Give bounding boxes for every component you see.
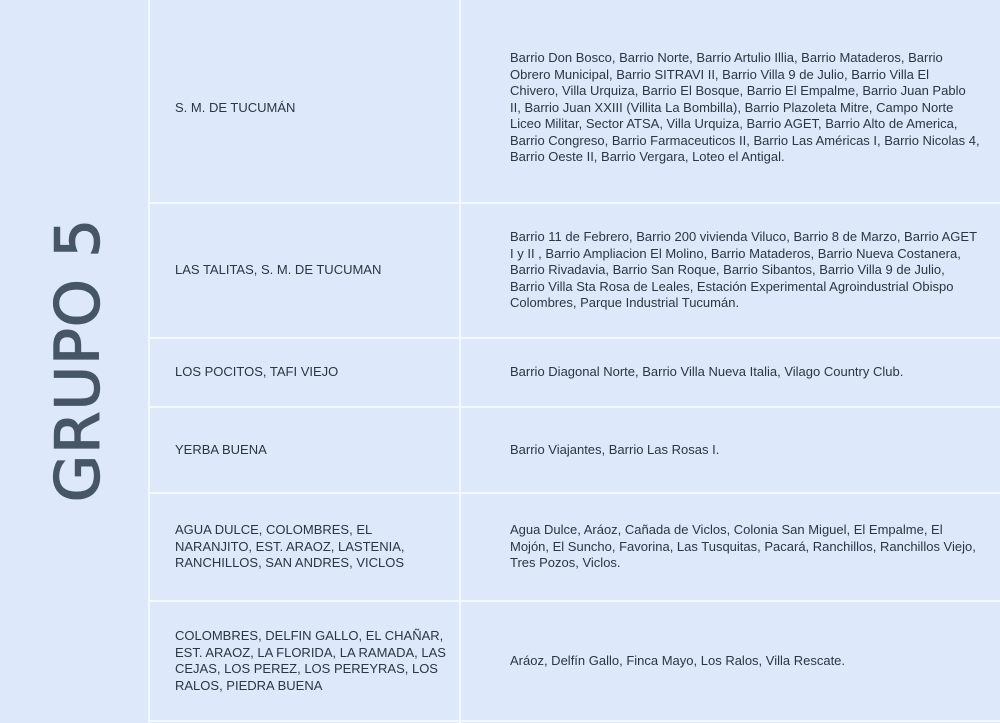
locality-cell <box>175 339 455 406</box>
barrios-cell <box>510 204 980 337</box>
barrios-text: Barrio Diagonal Norte, Barrio Villa Nueva Italia, Vilago Country Club. <box>510 364 904 380</box>
locality-text: LOS POCITOS, TAFI VIEJO <box>175 364 339 380</box>
column-divider-group <box>148 0 150 723</box>
locality-text: AGUA DULCE, COLOMBRES, EL NARANJITO, EST. ARAOZ, LASTENIA, RANCHILLOS, SAN ANDRES, VICLOS <box>175 522 405 571</box>
table-row <box>151 602 1000 720</box>
locality-cell <box>175 494 425 600</box>
row-divider <box>149 720 1000 722</box>
table-row <box>151 408 1000 492</box>
barrios-text: Agua Dulce, Aráoz, Cañada de Viclos, Colonia San Miguel, El Empalme, El Mojón, El Suncho, Favorina, Las Tusquitas, Pacará, Ranchillos, Ranchillos Viejo, Tres Pozos, Viclos. <box>510 522 976 571</box>
barrios-cell <box>510 339 980 406</box>
table-row <box>151 339 1000 406</box>
locality-cell <box>175 0 455 202</box>
barrios-cell <box>510 0 980 202</box>
table-row <box>151 204 1000 337</box>
locality-text: YERBA BUENA <box>175 441 267 457</box>
locality-cell <box>175 204 455 337</box>
barrios-text: Aráoz, Delfín Gallo, Finca Mayo, Los Ralos, Villa Rescate. <box>510 652 846 668</box>
locality-text: S. M. DE TUCUMÁN <box>175 99 296 115</box>
locality-text: LAS TALITAS, S. M. DE TUCUMAN <box>175 262 382 278</box>
table-row <box>151 0 1000 202</box>
locality-cell <box>175 602 455 720</box>
group-title: GRUPO 5 <box>42 217 114 503</box>
barrios-cell <box>510 602 980 720</box>
locality-text: COLOMBRES, DELFIN GALLO, EL CHAÑAR, EST. ARAOZ, LA FLORIDA, LA RAMADA, LAS CEJAS, LOS PEREZ, LOS PEREYRAS, LOS RALOS, PIEDRA BUENA <box>175 628 446 693</box>
barrios-text: Barrio 11 de Febrero, Barrio 200 vivienda Viluco, Barrio 8 de Marzo, Barrio AGET I y II , Barrio Ampliacion El Molino, Barrio Mataderos, Barrio Nueva Costanera, Barrio Rivadavia, Barrio San Roque, Barrio Sibantos, Barrio Villa 9 de Julio, Barrio Villa Sta Rosa de Leales, Estación Experimental Agroindustrial Obispo Colombres, Parque Industrial Tucumán. <box>510 229 977 311</box>
barrios-text: Barrio Don Bosco, Barrio Norte, Barrio Artulio Illia, Barrio Mataderos, Barrio Obrero Municipal, Barrio SITRAVI II, Barrio Villa 9 de Julio, Barrio Villa El Chivero, Villa Urquiza, Barrio El Bosque, Barrio El Empalme, Barrio Juan Pablo II, Barrio Juan XXIII (Villita La Bombilla), Barrio Plazoleta Mitre, Campo Norte Liceo Militar, Sector ATSA, Villa Urquiza, Barrio AGET, Barrio Alto de America, Barrio Congreso, Barrio Farmaceuticos II, Barrio Las Américas I, Barrio Nicolas 4, Barrio Oeste II, Barrio Vergara, Loteo el Antigal. <box>510 50 980 165</box>
locality-cell <box>175 408 455 492</box>
barrios-text: Barrio Viajantes, Barrio Las Rosas I. <box>510 441 720 457</box>
group-column <box>0 0 149 723</box>
barrios-cell <box>510 494 980 600</box>
barrios-cell <box>510 408 980 492</box>
table-row <box>151 494 1000 600</box>
